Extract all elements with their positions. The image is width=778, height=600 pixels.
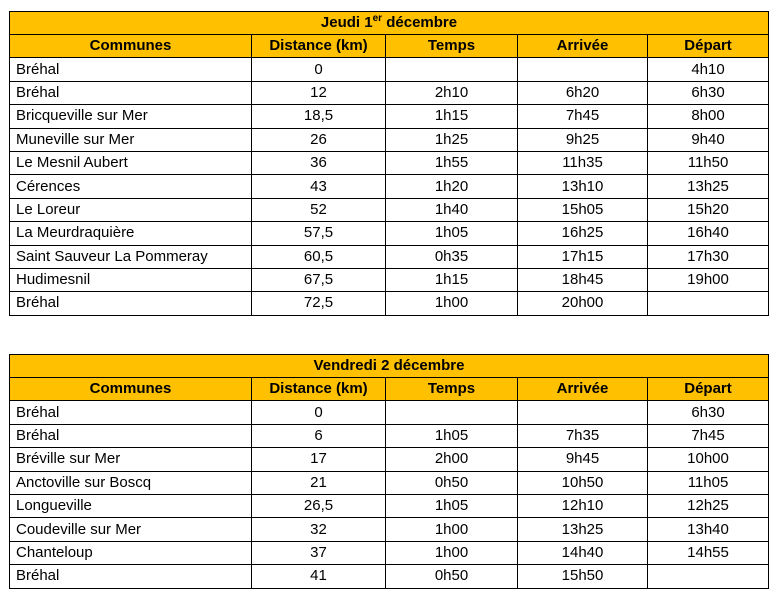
commune-cell: Le Mesnil Aubert	[10, 151, 252, 174]
column-header-temps: Temps	[386, 35, 518, 58]
table-row	[10, 292, 769, 315]
table-row	[10, 401, 769, 424]
temps-cell: 1h40	[386, 198, 518, 221]
temps-cell: 1h55	[386, 151, 518, 174]
depart-cell: 10h00	[648, 448, 769, 471]
commune-cell: Cérences	[10, 175, 252, 198]
column-header-temps: Temps	[386, 378, 518, 401]
table-row	[10, 424, 769, 447]
table-row	[10, 448, 769, 471]
distance-cell: 26,5	[252, 494, 386, 517]
depart-cell: 11h05	[648, 471, 769, 494]
commune-cell: Hudimesnil	[10, 268, 252, 291]
column-header-communes: Communes	[10, 378, 252, 401]
distance-cell: 52	[252, 198, 386, 221]
depart-cell: 19h00	[648, 268, 769, 291]
column-header-arrivee: Arrivée	[518, 378, 648, 401]
commune-cell: Bréhal	[10, 565, 252, 588]
distance-cell: 12	[252, 81, 386, 104]
distance-cell: 67,5	[252, 268, 386, 291]
arrivee-cell: 20h00	[518, 292, 648, 315]
depart-cell: 13h40	[648, 518, 769, 541]
commune-cell: Le Loreur	[10, 198, 252, 221]
temps-cell	[386, 401, 518, 424]
temps-cell: 1h05	[386, 222, 518, 245]
column-header-communes: Communes	[10, 35, 252, 58]
column-header-row	[10, 378, 769, 401]
table-row	[10, 471, 769, 494]
temps-cell: 0h50	[386, 565, 518, 588]
depart-cell: 4h10	[648, 58, 769, 81]
arrivee-cell: 13h10	[518, 175, 648, 198]
depart-cell	[648, 565, 769, 588]
commune-cell: Bréhal	[10, 292, 252, 315]
distance-cell: 43	[252, 175, 386, 198]
distance-cell: 32	[252, 518, 386, 541]
distance-cell: 0	[252, 401, 386, 424]
column-header-arrivee: Arrivée	[518, 35, 648, 58]
arrivee-cell: 15h50	[518, 565, 648, 588]
distance-cell: 37	[252, 541, 386, 564]
temps-cell: 2h10	[386, 81, 518, 104]
schedule-table-friday	[9, 354, 769, 589]
arrivee-cell: 10h50	[518, 471, 648, 494]
temps-cell: 1h00	[386, 292, 518, 315]
temps-cell: 2h00	[386, 448, 518, 471]
table-row	[10, 81, 769, 104]
depart-cell: 6h30	[648, 81, 769, 104]
commune-cell: Bréhal	[10, 424, 252, 447]
day-title-row	[10, 355, 769, 378]
distance-cell: 72,5	[252, 292, 386, 315]
distance-cell: 17	[252, 448, 386, 471]
table-row	[10, 58, 769, 81]
commune-cell: Bréhal	[10, 401, 252, 424]
arrivee-cell: 17h15	[518, 245, 648, 268]
commune-cell: Longueville	[10, 494, 252, 517]
commune-cell: Coudeville sur Mer	[10, 518, 252, 541]
depart-cell: 16h40	[648, 222, 769, 245]
day-title	[10, 355, 769, 378]
day-title-text: Vendredi 2 décembre	[313, 357, 465, 374]
commune-cell: Chanteloup	[10, 541, 252, 564]
arrivee-cell: 18h45	[518, 268, 648, 291]
temps-cell: 1h20	[386, 175, 518, 198]
depart-cell: 11h50	[648, 151, 769, 174]
temps-cell: 1h25	[386, 128, 518, 151]
commune-cell: La Meurdraquière	[10, 222, 252, 245]
arrivee-cell: 14h40	[518, 541, 648, 564]
table-row	[10, 518, 769, 541]
temps-cell: 1h15	[386, 105, 518, 128]
depart-cell: 17h30	[648, 245, 769, 268]
schedule-table-thursday	[9, 11, 769, 316]
arrivee-cell	[518, 58, 648, 81]
arrivee-cell	[518, 401, 648, 424]
arrivee-cell: 12h10	[518, 494, 648, 517]
distance-cell: 60,5	[252, 245, 386, 268]
table-row	[10, 541, 769, 564]
temps-cell	[386, 58, 518, 81]
distance-cell: 6	[252, 424, 386, 447]
depart-cell: 8h00	[648, 105, 769, 128]
arrivee-cell: 7h45	[518, 105, 648, 128]
depart-cell: 14h55	[648, 541, 769, 564]
arrivee-cell: 7h35	[518, 424, 648, 447]
depart-cell	[648, 292, 769, 315]
column-header-depart: Départ	[648, 35, 769, 58]
table-body	[10, 401, 769, 588]
day-title	[10, 12, 769, 35]
depart-cell: 15h20	[648, 198, 769, 221]
table-row	[10, 175, 769, 198]
arrivee-cell: 13h25	[518, 518, 648, 541]
commune-cell: Muneville sur Mer	[10, 128, 252, 151]
commune-cell: Bréhal	[10, 58, 252, 81]
arrivee-cell: 11h35	[518, 151, 648, 174]
distance-cell: 26	[252, 128, 386, 151]
temps-cell: 1h05	[386, 494, 518, 517]
commune-cell: Anctoville sur Boscq	[10, 471, 252, 494]
depart-cell: 9h40	[648, 128, 769, 151]
distance-cell: 36	[252, 151, 386, 174]
table-row	[10, 198, 769, 221]
table-row	[10, 151, 769, 174]
table-row	[10, 268, 769, 291]
table-row	[10, 128, 769, 151]
commune-cell: Bréhal	[10, 81, 252, 104]
temps-cell: 0h50	[386, 471, 518, 494]
table-row	[10, 245, 769, 268]
day-title-ordinal: er	[372, 13, 383, 24]
arrivee-cell: 9h25	[518, 128, 648, 151]
temps-cell: 0h35	[386, 245, 518, 268]
depart-cell: 12h25	[648, 494, 769, 517]
column-header-row	[10, 35, 769, 58]
table-row	[10, 222, 769, 245]
table-row	[10, 565, 769, 588]
distance-cell: 0	[252, 58, 386, 81]
day-title-row	[10, 12, 769, 35]
table-row	[10, 494, 769, 517]
day-title-suffix: décembre	[382, 14, 458, 31]
arrivee-cell: 16h25	[518, 222, 648, 245]
distance-cell: 57,5	[252, 222, 386, 245]
temps-cell: 1h00	[386, 541, 518, 564]
depart-cell: 7h45	[648, 424, 769, 447]
arrivee-cell: 6h20	[518, 81, 648, 104]
column-header-distance: Distance (km)	[252, 35, 386, 58]
temps-cell: 1h00	[386, 518, 518, 541]
temps-cell: 1h05	[386, 424, 518, 447]
temps-cell: 1h15	[386, 268, 518, 291]
commune-cell: Bréville sur Mer	[10, 448, 252, 471]
depart-cell: 13h25	[648, 175, 769, 198]
depart-cell: 6h30	[648, 401, 769, 424]
arrivee-cell: 15h05	[518, 198, 648, 221]
arrivee-cell: 9h45	[518, 448, 648, 471]
table-row	[10, 105, 769, 128]
distance-cell: 41	[252, 565, 386, 588]
distance-cell: 18,5	[252, 105, 386, 128]
distance-cell: 21	[252, 471, 386, 494]
commune-cell: Saint Sauveur La Pommeray	[10, 245, 252, 268]
day-title-text: Jeudi 1	[320, 14, 373, 31]
commune-cell: Bricqueville sur Mer	[10, 105, 252, 128]
table-body	[10, 58, 769, 315]
column-header-depart: Départ	[648, 378, 769, 401]
column-header-distance: Distance (km)	[252, 378, 386, 401]
